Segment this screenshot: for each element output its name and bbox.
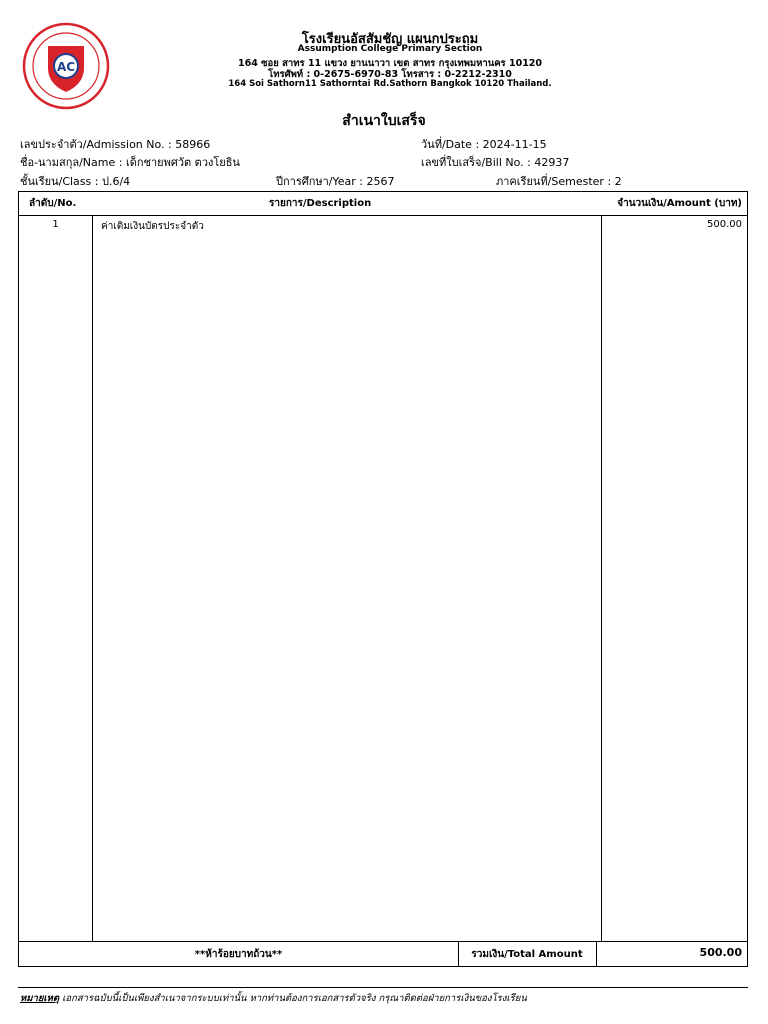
school-section-en: Assumption College Primary Section [297, 44, 483, 54]
semester-label: ภาคเรียนที่/Semester : [496, 175, 612, 188]
header-amount: จำนวนเงิน/Amount (บาท) [617, 198, 742, 209]
semester-value: 2 [614, 175, 622, 188]
total-amount: 500.00 [699, 946, 742, 959]
admission-label: เลขประจำตัว/Admission No. : [20, 138, 172, 151]
total-divider [19, 941, 747, 942]
header-description: รายการ/Description [269, 198, 372, 209]
column-divider-no [92, 215, 93, 941]
document-title: สำเนาใบเสร็จ [342, 113, 426, 129]
name-label: ชื่อ-นามสกุล/Name : [20, 156, 123, 169]
bill-number [421, 153, 569, 171]
year-value: 2567 [366, 175, 395, 188]
seal-monogram: AC [56, 60, 76, 74]
academic-year [276, 172, 395, 190]
note-text: เอกสารฉบับนี้เป็นเพียงสำเนาจากระบบเท่านั้น หากท่านต้องการเอกสารตัวจริง กรุณาติดต่อฝ่ายการเงินของโรงเรียน [62, 993, 527, 1004]
date-label: วันที่/Date : [421, 138, 480, 151]
student-class [20, 172, 130, 190]
row-amount: 500.00 [707, 219, 742, 230]
bill-date [421, 135, 547, 153]
header-no: ลำดับ/No. [29, 198, 77, 209]
class-value: ป.6/4 [101, 175, 131, 188]
header-divider [19, 215, 747, 216]
school-name-th: โรงเรียนอัสสัมชัญ แผนกประถม [301, 32, 479, 47]
bill-value: 42937 [534, 156, 570, 169]
row-description: ค่าเติมเงินบัตรประจำตัว [101, 221, 204, 232]
semester [496, 172, 622, 190]
class-label: ชั้นเรียน/Class : [20, 175, 99, 188]
row-no: 1 [52, 219, 59, 230]
year-label: ปีการศึกษา/Year : [276, 175, 363, 188]
note-divider [18, 987, 748, 988]
admission-number [20, 135, 210, 153]
school-phone: โทรศัพท์ : 0-2675-6970-83 โทรสาร : 0-2212-2310 [268, 69, 512, 80]
student-name [20, 153, 240, 171]
column-divider-amount [601, 215, 602, 941]
bill-label: เลขที่ใบเสร็จ/Bill No. : [421, 156, 531, 169]
date-value: 2024-11-15 [482, 138, 547, 151]
school-address-th: 164 ซอย สาทร 11 แขวง ยานนาวา เขต สาทร กรุงเทพมหานคร 10120 [237, 58, 543, 69]
amount-in-words: **ห้าร้อยบาทถ้วน** [194, 949, 283, 960]
total-label: รวมเงิน/Total Amount [471, 949, 583, 960]
school-address-en: 164 Soi Sathorn11 Sathorntai Rd.Sathorn Bangkok 10120 Thailand. [228, 79, 552, 89]
note-label: หมายเหตุ [20, 993, 60, 1004]
school-seal-logo [22, 22, 110, 110]
column-divider-total [596, 941, 597, 966]
footer-note [20, 991, 527, 1006]
receipt-table [18, 191, 748, 967]
name-value: เด็กชายพศวัต ตวงโยธิน [125, 156, 240, 169]
admission-value: 58966 [175, 138, 211, 151]
